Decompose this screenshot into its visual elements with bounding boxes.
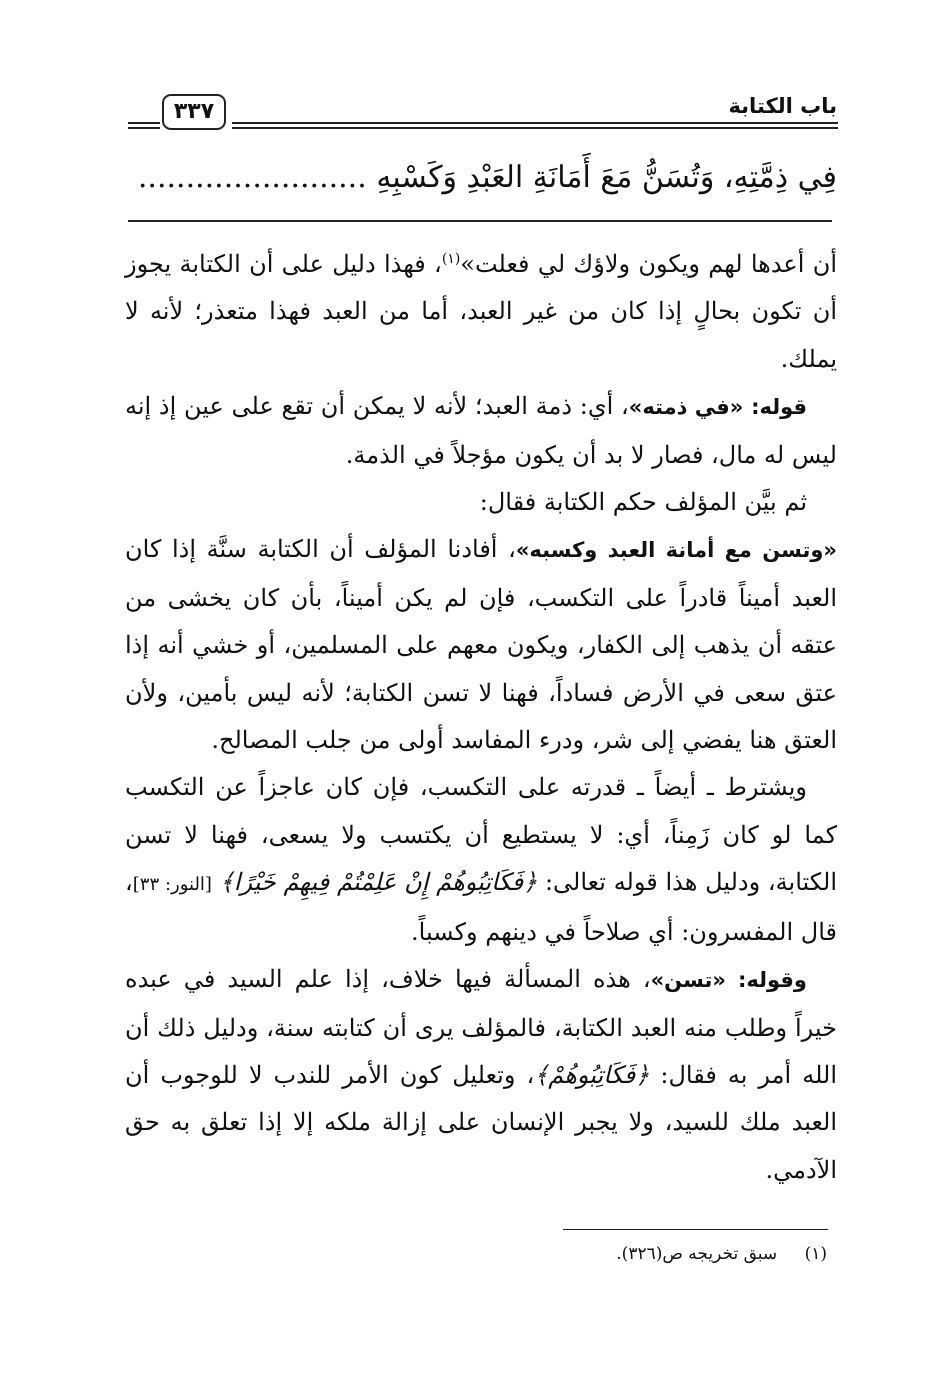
commentary-text [125, 236, 837, 1194]
footnote-number: (١) [804, 1244, 827, 1264]
header-rule-right-top [232, 122, 838, 124]
quran-verse: ﴿فَكَاتِبُوهُمْ إِنْ عَلِمْتُمْ فِيهِمْ خَيْرًا﴾ [219, 868, 538, 897]
matn-text: فِي ذِمَّتِهِ، وَتُسَنُّ مَعَ أَمَانَةِ العَبْدِ وَكَسْبِهِ [376, 160, 837, 195]
page-header [0, 86, 949, 146]
paragraph-4: «وتسن مع أمانة العبد وكسبه»، أفادنا المؤلف أن الكتابة سنَّة إذا كان العبد أميناً قادراً على التكسب، فإن لم يكن أميناً، بأن كان يخشى من عتقه أن يذهب إلى الكفار، ويكون معهم على المسلمين، أو خشي أنه إذا عتق سعى في الأرض فساداً، فهنا لا تسن الكتابة؛ لأنه ليس بأمين، ولأن العتق هنا يفضي إلى شر، ودرء المفاسد أولى من جلب المصالح. [125, 535, 837, 755]
footnote [616, 1244, 827, 1264]
header-rule-right-bottom [232, 127, 838, 129]
quran-verse: ﴿فَكَاتِبُوهُمْ﴾ [534, 1060, 650, 1089]
matn-line [132, 160, 837, 195]
page-number: ٣٣٧ [162, 94, 226, 130]
paragraph-5: ويشترط ـ أيضاً ـ قدرته على التكسب، فإن كان عاجزاً عن التكسب كما لو كان زَمِناً، أي: لا يستطيع أن يكتسب ولا يسعى، فهنا لا تسن الكتابة، ودليل هذا قوله تعالى: ﴿فَكَاتِبُوهُمْ إِنْ عَلِمْتُمْ فِيهِمْ خَيْرًا﴾ [النور: ٣٣]، قال المفسرون: أي صلاحاً في دينهم وكسباً. [125, 773, 837, 946]
footnote-text: سبق تخريجه ص(٣٢٦). [616, 1244, 778, 1264]
paragraph-1: أن أعدها لهم ويكون ولاؤك لي فعلت»$^{(١)}$، فهذا دليل على أن الكتابة يجوز أن تكون بحالٍ إذا كان من غير العبد، أما من العبد فهذا متعذر؛ لأنه لا يملك. [125, 250, 838, 373]
matn-quote: «تسن» [650, 968, 726, 993]
matn-separator [128, 220, 832, 222]
verse-reference: [النور: ٣٣] [132, 874, 212, 896]
footnote-ref: (١) [441, 251, 461, 267]
paragraph-6: وقوله: «تسن»، هذه المسألة فيها خلاف، إذا علم السيد في عبده خيراً وطلب منه العبد الكتابة، فالمؤلف يرى أن كتابته سنة، ودليل ذلك أن الله أمر به فقال: ﴿فَكَاتِبُوهُمْ﴾، وتعليل كون الأمر للندب لا للوجوب أن العبد ملك للسيد، ولا يجبر الإنسان على إزالة ملكه إلا إذا تعلق به حق الآدمي. [125, 965, 837, 1184]
footnote-separator [563, 1229, 828, 1230]
chapter-title: باب الكتابة [728, 94, 837, 118]
header-rule-left-bottom [128, 127, 160, 129]
matn-dots: ........................ [137, 160, 367, 195]
matn-quote: «وتسن مع أمانة العبد وكسبه» [515, 538, 837, 563]
paragraph-2: قوله: «في ذمته»، أي: ذمة العبد؛ لأنه لا يمكن أن تقع على عين إذ إنه ليس له مال، فصار لا بد أن يكون مؤجلاً في الذمة. [125, 392, 837, 469]
lead-word: وقوله: [737, 968, 807, 993]
paragraph-3: ثم بيَّن المؤلف حكم الكتابة فقال: [479, 488, 807, 517]
lead-word: قوله: [751, 395, 808, 420]
matn-quote: «في ذمته» [628, 395, 744, 420]
header-rule-left-top [128, 122, 160, 124]
